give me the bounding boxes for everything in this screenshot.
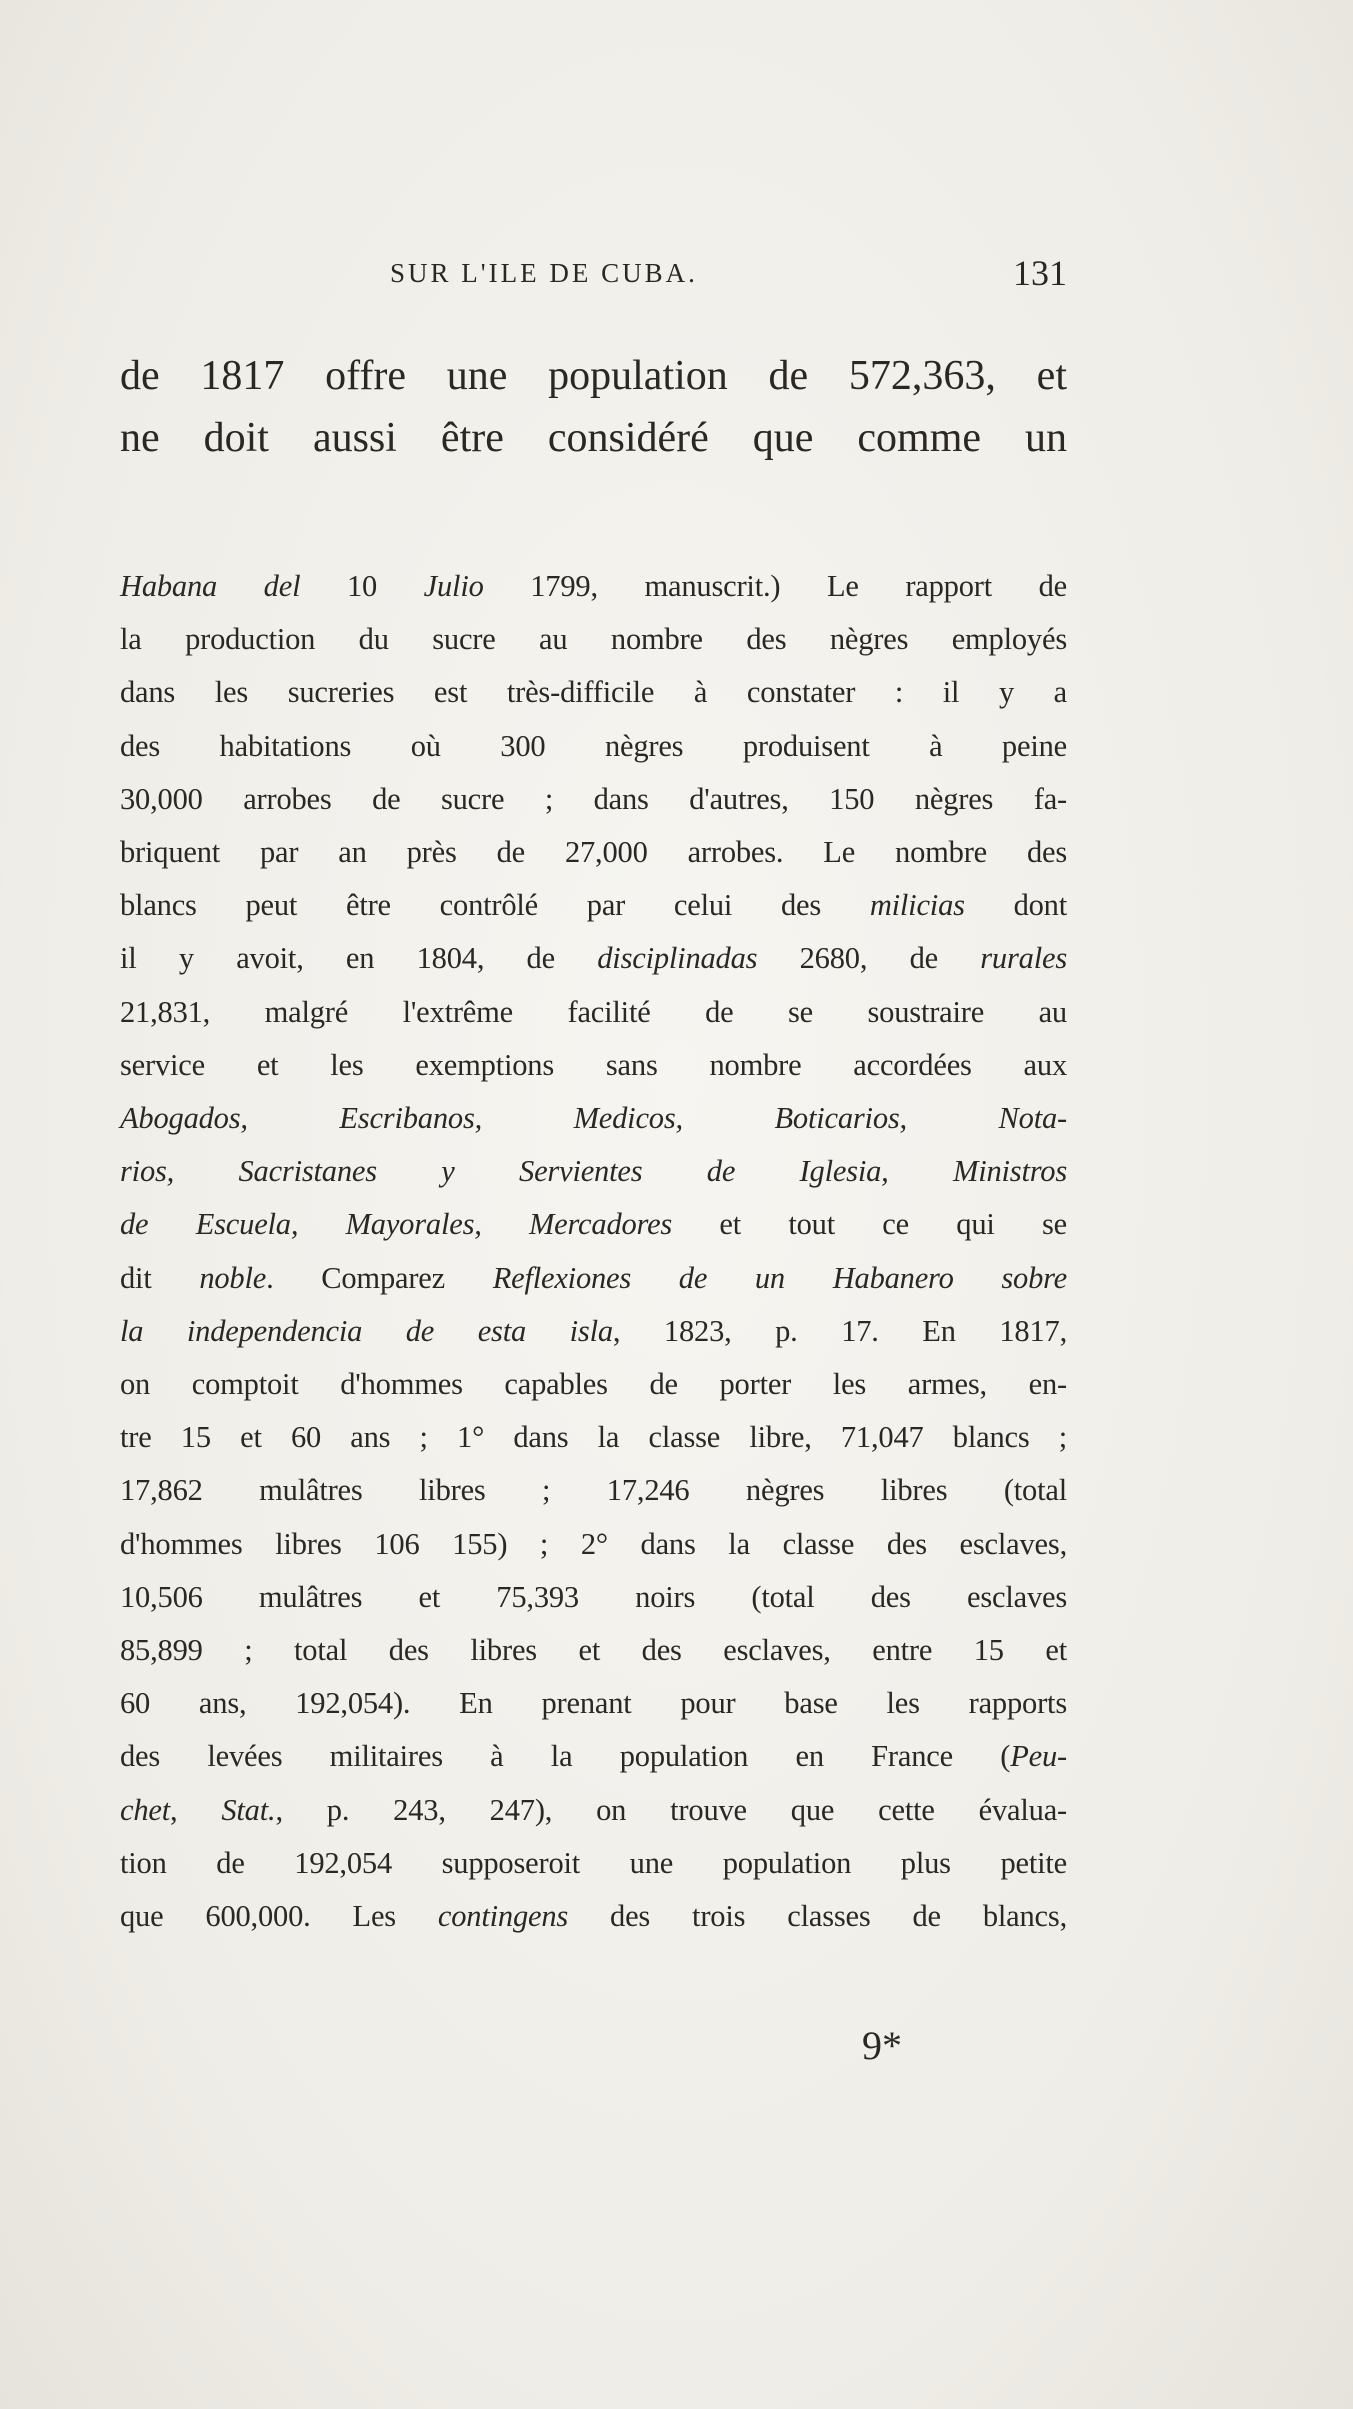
- text-line: [120, 346, 1067, 406]
- italic-text: Stat.: [221, 1792, 276, 1827]
- footnote-line: [120, 613, 1067, 666]
- text-segment: de 1817 offre une population de 572,363, et: [120, 353, 1067, 399]
- text-line: [120, 408, 1067, 468]
- footnote-line: [120, 1571, 1067, 1624]
- text-segment: 17,862 mulâtres libres ; 17,246 nègres libres (total: [120, 1473, 1067, 1508]
- footnote-line: [120, 1890, 1067, 1943]
- text-segment: il y avoit, en 1804, de: [120, 941, 598, 976]
- footnote-line: [120, 1677, 1067, 1730]
- footnote-line: [120, 1358, 1067, 1411]
- text-segment: la production du sucre au nombre des nègres employés: [120, 622, 1067, 657]
- footnote-line: [120, 1145, 1067, 1198]
- footnote-line: [120, 932, 1067, 985]
- text-segment: . Comparez: [266, 1260, 493, 1295]
- footnote-line: [120, 1464, 1067, 1517]
- italic-text: chet: [120, 1792, 170, 1827]
- text-segment: des trois classes de blancs,: [568, 1899, 1067, 1933]
- footnote-line: [120, 720, 1067, 773]
- italic-text: Habana del: [120, 569, 301, 603]
- italic-text: Reflexiones de un Habanero sobre: [492, 1260, 1068, 1295]
- text-segment: blancs peut être contrôlé par celui des: [120, 888, 870, 923]
- italic-text: noble: [199, 1260, 267, 1295]
- text-segment: ,: [170, 1792, 222, 1827]
- text-segment: dont: [964, 888, 1068, 923]
- text-segment: des levées militaires à la population en France (: [120, 1739, 1011, 1774]
- text-segment: , p. 243, 247), on trouve que cette évalua-: [275, 1792, 1067, 1827]
- footnote-line: [120, 879, 1067, 932]
- text-segment: dit: [120, 1260, 200, 1295]
- text-segment: 10,506 mulâtres et 75,393 noirs (total des esclaves: [120, 1579, 1067, 1614]
- footnote-line: [120, 1092, 1067, 1145]
- footnote-line: [120, 826, 1067, 879]
- text-segment: 1799, manuscrit.) Le rapport de: [483, 569, 1067, 603]
- footnote-line: [120, 1305, 1067, 1358]
- text-segment: 10: [300, 569, 424, 603]
- text-segment: et tout ce qui se: [672, 1207, 1067, 1242]
- text-segment: tion de 192,054 supposeroit une population plus petite: [120, 1845, 1067, 1880]
- text-segment: dans les sucreries est très-difficile à constater : il y a: [120, 675, 1067, 710]
- signature-mark: 9*: [862, 2023, 902, 2068]
- italic-text: rurales: [980, 941, 1067, 976]
- footnote-line: [120, 1730, 1067, 1783]
- running-head: [120, 253, 1067, 308]
- footnote-line: [120, 1039, 1067, 1092]
- text-segment: ne doit aussi être considéré que comme un: [120, 415, 1067, 461]
- footnote-line: [120, 1837, 1067, 1890]
- text-segment: 30,000 arrobes de sucre ; dans d'autres, 150 nègres fa-: [120, 781, 1067, 816]
- text-segment: des habitations où 300 nègres produisent à peine: [120, 728, 1067, 763]
- italic-text: Julio: [423, 569, 484, 603]
- text-segment: on comptoit d'hommes capables de porter les armes, en-: [120, 1367, 1067, 1401]
- italic-text: rios, Sacristanes y Servientes de Iglesia, Ministros: [120, 1154, 1067, 1189]
- italic-text: Abogados, Escribanos, Medicos, Boticarios, Nota-: [120, 1101, 1067, 1135]
- italic-text: la independencia de esta isla: [120, 1313, 613, 1348]
- text-segment: tre 15 et 60 ans ; 1° dans la classe libre, 71,047 blancs ;: [120, 1420, 1067, 1455]
- italic-text: Peu-: [1010, 1739, 1067, 1774]
- text-segment: , 1823, p. 17. En 1817,: [612, 1313, 1067, 1348]
- footnote-line: [120, 773, 1067, 826]
- page-number: 131: [1013, 253, 1067, 293]
- footnote-line: [120, 560, 1067, 613]
- italic-text: disciplinadas: [597, 941, 758, 976]
- text-segment: 2680, de: [757, 941, 981, 976]
- italic-text: de Escuela, Mayorales, Mercadores: [120, 1207, 673, 1242]
- footnote-line: [120, 1252, 1067, 1305]
- footnote-line: [120, 986, 1067, 1039]
- footnote-line: [120, 1198, 1067, 1251]
- italic-text: milicias: [869, 888, 965, 923]
- italic-text: contingens: [437, 1899, 569, 1933]
- text-segment: d'hommes libres 106 155) ; 2° dans la classe des esclaves,: [120, 1526, 1067, 1561]
- footnote-line: [120, 1518, 1067, 1571]
- footnote-line: [120, 1624, 1067, 1677]
- text-segment: que 600,000. Les: [120, 1899, 438, 1933]
- text-segment: service et les exemptions sans nombre accordées aux: [120, 1047, 1067, 1082]
- text-segment: briquent par an près de 27,000 arrobes. Le nombre des: [120, 835, 1067, 869]
- footnote-line: [120, 1784, 1067, 1837]
- text-segment: 85,899 ; total des libres et des esclaves, entre 15 et: [120, 1633, 1067, 1667]
- text-segment: 21,831, malgré l'extrême facilité de se soustraire au: [120, 994, 1067, 1029]
- running-head-title: SUR L'ILE DE CUBA.: [390, 258, 698, 288]
- footnote-line: [120, 666, 1067, 719]
- footnote-line: [120, 1411, 1067, 1464]
- text-segment: 60 ans, 192,054). En prenant pour base les rapports: [120, 1686, 1067, 1721]
